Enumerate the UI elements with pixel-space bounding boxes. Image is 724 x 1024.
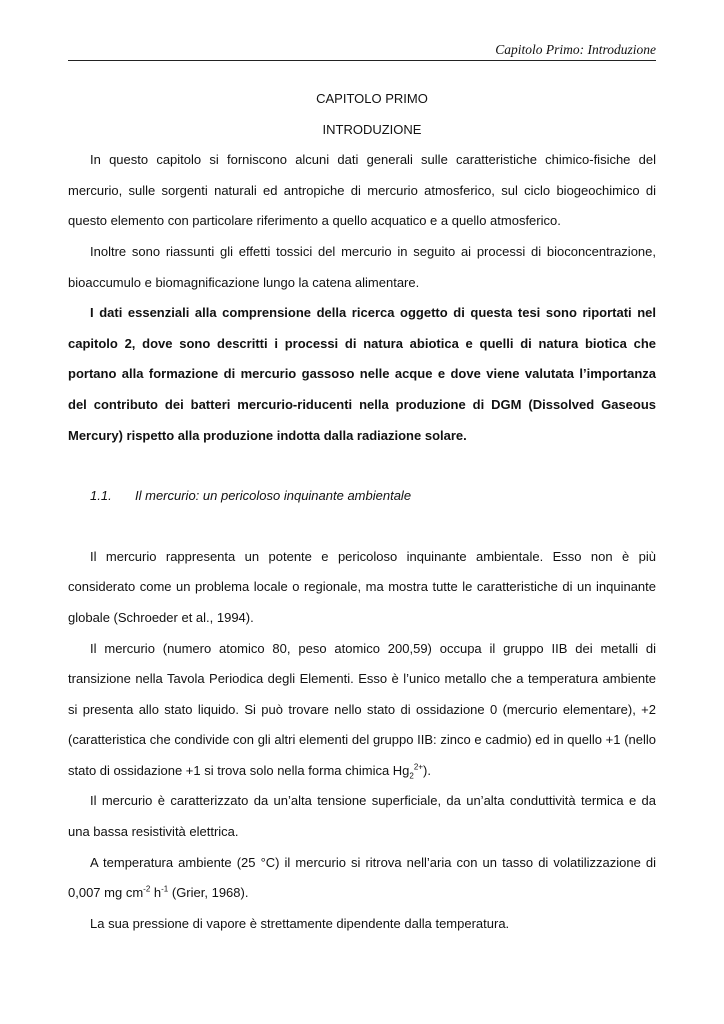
section-title: Il mercurio: un pericoloso inquinante ambientale <box>135 488 412 504</box>
mercurous-subscript: 2 <box>409 771 414 781</box>
header-rule <box>68 60 656 61</box>
section-paragraph-2 <box>68 634 656 787</box>
section-paragraph-5: La sua pressione di vapore è strettamente dipendente dalla temperatura. <box>90 915 510 931</box>
chapter-title: INTRODUZIONE <box>322 121 422 137</box>
paragraph-4-text-c: (Grier, 1968). <box>168 885 249 901</box>
intro-paragraph-1: In questo capitolo si forniscono alcuni dati generali sulle caratteristiche chimico-fisiche del mercurio, sulle sorgenti naturali ed antropiche di mercurio atmosferico, sul ciclo biogeochimico di questo elemento con particolare riferimento a quello acquatico e a quello atmosferico. <box>68 152 656 229</box>
mercurous-charge: 2+ <box>413 762 423 772</box>
body-text <box>68 84 656 939</box>
paragraph-4-text-a: A temperatura ambiente (25 °C) il mercurio si ritrova nell’aria con un tasso di volatilizzazione di 0,007 mg cm <box>68 854 656 901</box>
section-paragraph-3: Il mercurio è caratterizzato da un’alta tensione superficiale, da un’alta conduttività termica e da una bassa resistività elettrica. <box>68 793 656 840</box>
section-number: 1.1. <box>90 488 112 504</box>
paragraph-2-text: Il mercurio (numero atomico 80, peso atomico 200,59) occupa il gruppo IIB dei metalli di transizione nella Tavola Periodica degli Elementi. Esso è l’unico metallo che a temperatura ambiente si presenta allo stato liquido. Si può trovare nello stato di ossidazione 0 (mercurio elementare), +2 (caratteristica che condivide con gli altri elementi del gruppo IIB: zinco e cadmio) ed in quello +1 (nello stato di ossidazione +1 si trova solo nella forma chimica Hg <box>68 640 656 778</box>
section-heading <box>68 481 656 512</box>
section-paragraph-4 <box>68 848 656 909</box>
cm-exponent: -2 <box>143 884 151 894</box>
running-header: Capitolo Primo: Introduzione <box>495 42 656 57</box>
chapter-label: CAPITOLO PRIMO <box>316 91 428 106</box>
paragraph-2-end: ). <box>423 762 431 778</box>
section-paragraph-1: Il mercurio rappresenta un potente e pericoloso inquinante ambientale. Esso non è più considerato come un problema locale o regionale, ma mostra tutte le caratteristiche di un inquinante globale (Schroeder et al., 1994). <box>68 548 656 625</box>
h-exponent: -1 <box>161 884 169 894</box>
intro-paragraph-3: I dati essenziali alla comprensione della ricerca oggetto di questa tesi sono riportati nel capitolo 2, dove sono descritti i processi di natura abiotica e quelli di natura biotica che portano alla formazione di mercurio gassoso nelle acque e dove viene valutata l’importanza del contributo dei batteri mercurio-riducenti nella produzione di DGM (Dissolved Gaseous Mercury) rispetto alla produzione indotta dalla radiazione solare. <box>68 305 656 443</box>
intro-paragraph-2: Inoltre sono riassunti gli effetti tossici del mercurio in seguito ai processi di bioconcentrazione, bioaccumulo e biomagnificazione lungo la catena alimentare. <box>68 243 656 290</box>
paragraph-4-text-b: h <box>150 885 162 901</box>
